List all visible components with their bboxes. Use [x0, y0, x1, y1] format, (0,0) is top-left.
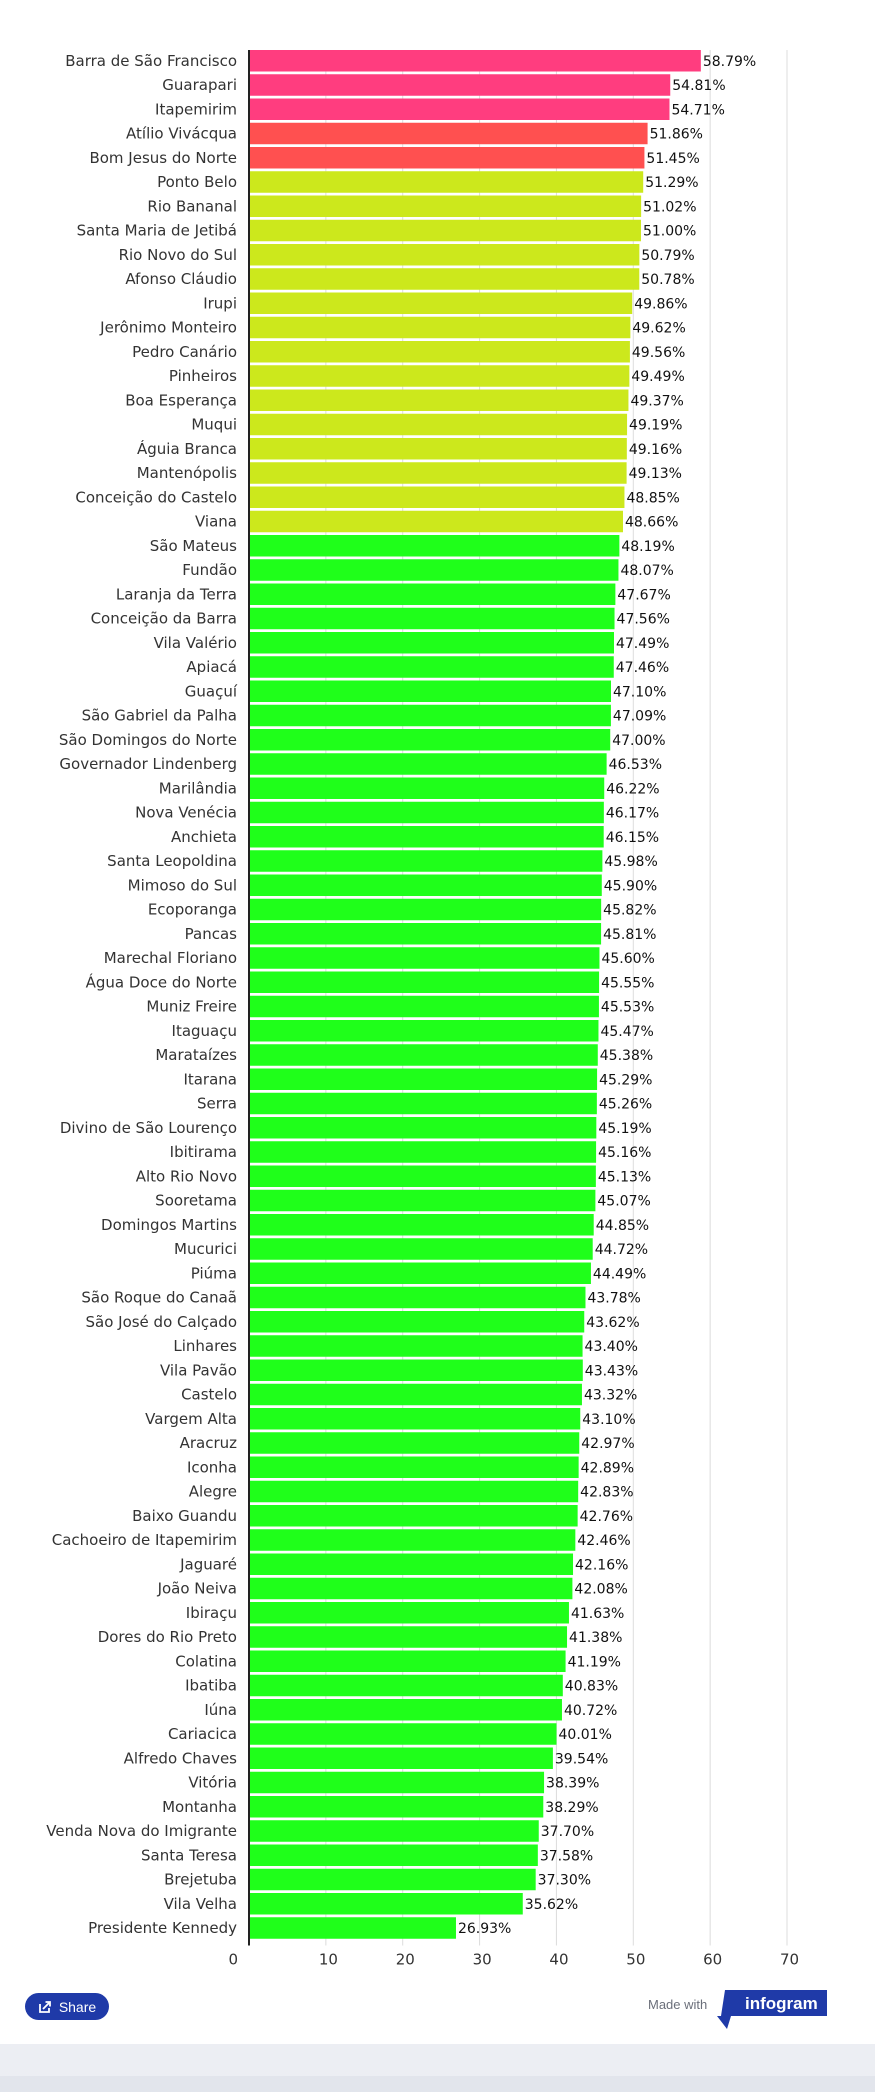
- data-label: 49.86%: [634, 296, 688, 313]
- category-label: Alto Rio Novo: [135, 1167, 237, 1186]
- data-label: 46.22%: [606, 781, 660, 798]
- data-label: 39.54%: [554, 1751, 609, 1768]
- bar: [249, 1578, 572, 1600]
- data-label: 48.07%: [620, 563, 674, 579]
- share-button[interactable]: [25, 1993, 109, 2020]
- bar: [249, 1214, 594, 1236]
- bar: [249, 1190, 595, 1212]
- bar: [249, 341, 630, 363]
- bar: [249, 1554, 573, 1576]
- category-label: São Domingos do Norte: [58, 730, 237, 749]
- bar: [249, 778, 604, 800]
- bar: [249, 1093, 597, 1115]
- data-label: 51.45%: [646, 150, 700, 167]
- data-label: 49.37%: [630, 393, 684, 410]
- bar: [249, 1602, 569, 1624]
- bar: [249, 487, 624, 509]
- category-label: Domingos Martins: [101, 1215, 237, 1234]
- category-label: Atílio Vivácqua: [126, 124, 237, 143]
- data-label: 45.16%: [598, 1145, 652, 1161]
- bar: [249, 1311, 584, 1333]
- data-label: 47.10%: [612, 684, 667, 701]
- data-label: 47.67%: [617, 587, 671, 604]
- bar: [249, 123, 648, 145]
- category-label: São José do Calçado: [85, 1312, 237, 1331]
- data-label: 37.70%: [540, 1824, 595, 1840]
- category-label: Marechal Floriano: [103, 949, 237, 967]
- bar: [249, 365, 629, 387]
- category-label: Água Doce do Norte: [85, 973, 237, 992]
- data-label: 50.78%: [641, 272, 695, 288]
- data-label: 35.62%: [524, 1896, 579, 1913]
- category-label: Sooretama: [155, 1191, 237, 1210]
- data-label: 50.79%: [641, 247, 695, 264]
- data-label: 45.55%: [601, 975, 655, 992]
- data-label: 46.17%: [605, 805, 660, 822]
- bar: [249, 1699, 562, 1721]
- category-label: Guaçuí: [184, 682, 237, 701]
- bar: [249, 1845, 538, 1867]
- category-label: Colatina: [175, 1652, 237, 1671]
- bar: [249, 1869, 536, 1891]
- category-label: Ibitirama: [169, 1143, 237, 1161]
- category-label: Afonso Cláudio: [125, 270, 237, 288]
- made-with-text: Made with: [648, 1997, 708, 2012]
- category-label: Presidente Kennedy: [88, 1919, 237, 1937]
- category-label: Ecoporanga: [147, 900, 237, 919]
- bar: [249, 632, 614, 654]
- bar: [249, 1287, 585, 1309]
- category-label: Serra: [196, 1094, 237, 1113]
- bar: [249, 1335, 583, 1357]
- data-label: 45.07%: [597, 1193, 651, 1210]
- bar: [249, 850, 602, 872]
- bar: [249, 1917, 456, 1939]
- category-label: Santa Leopoldina: [107, 852, 237, 870]
- bar: [249, 50, 701, 72]
- data-label: 45.98%: [604, 854, 658, 870]
- bar: [249, 1675, 563, 1697]
- category-label: Iconha: [186, 1458, 237, 1477]
- data-label: 49.62%: [632, 320, 686, 337]
- category-label: Governador Lindenberg: [59, 755, 237, 773]
- bar: [249, 1166, 596, 1188]
- data-label: 48.19%: [621, 538, 675, 555]
- bar: [249, 220, 641, 242]
- bar: [249, 1432, 579, 1454]
- data-label: 40.01%: [558, 1727, 612, 1743]
- bar: [249, 1772, 544, 1794]
- share-icon: [38, 2000, 52, 2014]
- bar: [249, 196, 641, 218]
- bar: [249, 1820, 539, 1842]
- category-label: Itapemirim: [155, 100, 237, 119]
- category-label: Mimoso do Sul: [127, 876, 237, 895]
- data-label: 42.97%: [581, 1436, 635, 1452]
- bar: [249, 244, 639, 266]
- data-label: 47.00%: [612, 732, 666, 749]
- category-label: Santa Teresa: [141, 1846, 237, 1865]
- bar: [249, 1626, 567, 1648]
- tick-label: 40: [549, 1950, 569, 1969]
- bar: [249, 1263, 591, 1285]
- bar: [249, 972, 599, 994]
- category-label: Cachoeiro de Itapemirim: [51, 1531, 237, 1549]
- data-label: 47.49%: [615, 635, 670, 652]
- infogram-wordmark: infogram: [745, 1994, 818, 2013]
- category-label: Rio Bananal: [147, 197, 237, 216]
- data-label: 45.26%: [598, 1096, 653, 1113]
- bar: [249, 996, 599, 1018]
- category-label: Laranja da Terra: [115, 585, 237, 604]
- bar: [249, 414, 627, 436]
- share-label: Share: [58, 1998, 97, 2015]
- data-label: 45.13%: [597, 1169, 652, 1186]
- data-label: 51.02%: [643, 199, 697, 216]
- data-label: 42.08%: [574, 1581, 628, 1598]
- bar: [249, 584, 615, 606]
- bar: [249, 390, 628, 412]
- tick-label: 0: [228, 1950, 238, 1969]
- data-label: 58.79%: [702, 53, 757, 70]
- data-label: 43.32%: [583, 1387, 638, 1404]
- category-label: Barra de São Francisco: [65, 51, 237, 70]
- category-label: Marataízes: [155, 1046, 237, 1064]
- data-label: 44.72%: [594, 1242, 649, 1258]
- bar: [249, 1481, 578, 1503]
- bar: [249, 1384, 582, 1406]
- category-label: Linhares: [173, 1337, 237, 1355]
- category-label: Venda Nova do Imigrante: [46, 1822, 237, 1840]
- category-label: São Gabriel da Palha: [81, 706, 237, 725]
- data-label: 45.38%: [599, 1048, 654, 1064]
- category-label: Aracruz: [179, 1434, 237, 1452]
- data-label: 43.10%: [582, 1411, 636, 1428]
- category-label: Conceição do Castelo: [75, 488, 237, 507]
- bar: [249, 802, 604, 824]
- data-label: 42.46%: [577, 1533, 631, 1549]
- data-label: 51.00%: [642, 223, 697, 240]
- category-label: Vila Velha: [163, 1894, 237, 1913]
- category-label: Alegre: [188, 1482, 237, 1501]
- bar: [249, 1893, 523, 1915]
- data-label: 38.39%: [546, 1775, 600, 1792]
- category-label: Pedro Canário: [132, 342, 237, 361]
- data-label: 42.89%: [580, 1460, 635, 1477]
- tick-label: 70: [780, 1950, 800, 1969]
- data-label: 49.13%: [628, 466, 682, 482]
- tick-label: 50: [626, 1950, 646, 1969]
- data-label: 45.53%: [600, 999, 655, 1016]
- data-label: 49.56%: [631, 344, 686, 361]
- data-label: 47.56%: [616, 611, 670, 628]
- data-label: 47.46%: [615, 660, 670, 676]
- category-label: Mucurici: [174, 1240, 237, 1258]
- bar: [249, 826, 604, 848]
- data-label: 37.58%: [539, 1848, 594, 1865]
- data-label: 43.62%: [586, 1314, 640, 1331]
- bar: [249, 1117, 596, 1139]
- data-label: 51.86%: [649, 126, 703, 143]
- tick-label: 60: [703, 1950, 723, 1969]
- category-label: Vila Pavão: [159, 1361, 237, 1380]
- bar: [249, 1723, 557, 1745]
- bar: [249, 923, 601, 945]
- data-label: 43.78%: [587, 1290, 641, 1307]
- category-label: Nova Venécia: [135, 803, 237, 822]
- data-label: 49.49%: [631, 369, 685, 385]
- category-label: Castelo: [181, 1385, 237, 1404]
- data-label: 45.19%: [598, 1120, 652, 1137]
- category-label: Conceição da Barra: [90, 609, 237, 628]
- category-label: Mantenópolis: [136, 464, 237, 482]
- category-label: Ponto Belo: [157, 173, 237, 191]
- bar: [249, 1069, 597, 1091]
- bar: [249, 947, 599, 969]
- bar: [249, 1529, 575, 1551]
- category-label: Cariacica: [167, 1725, 237, 1743]
- tick-label: 30: [472, 1950, 492, 1969]
- category-label: Iúna: [204, 1700, 237, 1719]
- bar: [249, 681, 611, 703]
- bar: [249, 511, 623, 533]
- data-label: 48.85%: [626, 490, 680, 507]
- bar: [249, 1408, 580, 1430]
- bar: [249, 1360, 583, 1382]
- category-label: Ibiraçu: [185, 1603, 237, 1622]
- category-label: Pinheiros: [168, 367, 237, 385]
- bar: [249, 608, 615, 630]
- data-label: 46.53%: [608, 757, 663, 773]
- data-label: 41.19%: [567, 1654, 621, 1671]
- bar: [249, 1457, 579, 1479]
- data-label: 48.66%: [624, 514, 679, 531]
- category-label: Irupi: [203, 294, 237, 313]
- data-label: 54.81%: [672, 78, 726, 94]
- bar: [249, 1020, 598, 1042]
- data-label: 54.71%: [671, 102, 725, 119]
- bar: [249, 559, 618, 581]
- data-label: 42.16%: [575, 1557, 629, 1574]
- bar: [249, 535, 619, 557]
- data-label: 45.29%: [599, 1072, 653, 1089]
- bar: [249, 268, 639, 290]
- data-label: 51.29%: [645, 175, 699, 191]
- bar: [249, 171, 643, 193]
- bar: [249, 438, 627, 460]
- category-label: São Mateus: [149, 536, 237, 555]
- category-label: Pancas: [184, 924, 237, 943]
- bar: [249, 899, 601, 921]
- category-label: Jerônimo Monteiro: [100, 318, 237, 337]
- bar: [249, 729, 610, 751]
- category-label: Bom Jesus do Norte: [89, 148, 237, 167]
- tick-label: 10: [318, 1950, 338, 1969]
- category-label: Rio Novo do Sul: [118, 245, 237, 264]
- tick-label: 20: [395, 1950, 415, 1969]
- category-label: Santa Maria de Jetibá: [76, 221, 237, 240]
- bar: [249, 753, 607, 775]
- category-label: Alfredo Chaves: [123, 1749, 237, 1768]
- category-label: São Roque do Canaã: [81, 1288, 237, 1307]
- data-label: 43.43%: [584, 1363, 639, 1380]
- data-label: 43.40%: [584, 1339, 638, 1355]
- category-label: Águia Branca: [136, 439, 237, 458]
- infogram-logo[interactable]: [717, 1989, 827, 2029]
- category-label: Jaguaré: [180, 1555, 237, 1574]
- data-label: 47.09%: [612, 708, 667, 725]
- data-label: 42.83%: [580, 1484, 634, 1501]
- bar: [249, 1748, 553, 1770]
- category-label: Itaguaçu: [171, 1021, 237, 1040]
- bar: [249, 1651, 566, 1673]
- data-label: 42.76%: [579, 1508, 634, 1525]
- category-label: Dores do Rio Preto: [97, 1628, 237, 1646]
- data-label: 49.19%: [629, 417, 683, 434]
- category-label: Muniz Freire: [146, 997, 237, 1016]
- bar: [249, 1238, 593, 1260]
- data-label: 26.93%: [457, 1921, 512, 1937]
- category-label: Marilândia: [158, 779, 237, 798]
- category-label: Anchieta: [171, 827, 237, 846]
- data-label: 41.63%: [570, 1605, 625, 1622]
- category-label: Brejetuba: [164, 1870, 237, 1889]
- data-label: 40.83%: [564, 1678, 619, 1695]
- category-label: Guarapari: [162, 76, 237, 94]
- category-label: Vila Valério: [153, 633, 237, 652]
- data-label: 45.90%: [603, 878, 658, 895]
- page-bottom-band: [0, 2076, 875, 2092]
- data-label: 44.85%: [595, 1217, 650, 1234]
- bar: [249, 1796, 543, 1818]
- bar: [249, 1505, 578, 1527]
- category-label: Apiacá: [186, 658, 237, 676]
- category-label: Viana: [195, 512, 237, 531]
- data-label: 46.15%: [605, 829, 660, 846]
- bar: [249, 317, 630, 339]
- data-label: 45.81%: [603, 926, 657, 943]
- data-label: 45.60%: [601, 951, 655, 967]
- category-label: Baixo Guandu: [132, 1506, 237, 1525]
- data-label: 41.38%: [569, 1630, 623, 1646]
- category-label: Vargem Alta: [145, 1409, 237, 1428]
- category-label: Fundão: [182, 561, 237, 579]
- data-label: 49.16%: [628, 441, 683, 458]
- data-label: 45.47%: [600, 1023, 654, 1040]
- data-label: 40.72%: [563, 1702, 618, 1719]
- category-label: Divino de São Lourenço: [59, 1118, 237, 1137]
- category-label: Montanha: [162, 1797, 237, 1816]
- category-label: Boa Esperança: [125, 391, 237, 410]
- bar: [249, 99, 669, 121]
- bar: [249, 293, 632, 315]
- category-label: Itarana: [183, 1070, 237, 1089]
- bar: [249, 1141, 596, 1163]
- bar: [249, 462, 627, 484]
- bar: [249, 1044, 598, 1066]
- category-label: Piúma: [190, 1264, 237, 1283]
- bar: [249, 656, 614, 678]
- bar: [249, 74, 670, 96]
- category-label: Vitória: [188, 1773, 237, 1792]
- category-label: Muqui: [191, 415, 237, 434]
- bar: [249, 147, 644, 169]
- data-label: 45.82%: [603, 902, 657, 919]
- data-label: 37.30%: [537, 1872, 592, 1889]
- data-label: 38.29%: [545, 1799, 599, 1816]
- category-label: Ibatiba: [185, 1676, 237, 1695]
- bar: [249, 875, 602, 897]
- category-label: João Neiva: [157, 1579, 237, 1598]
- bar: [249, 705, 611, 727]
- data-label: 44.49%: [592, 1266, 647, 1283]
